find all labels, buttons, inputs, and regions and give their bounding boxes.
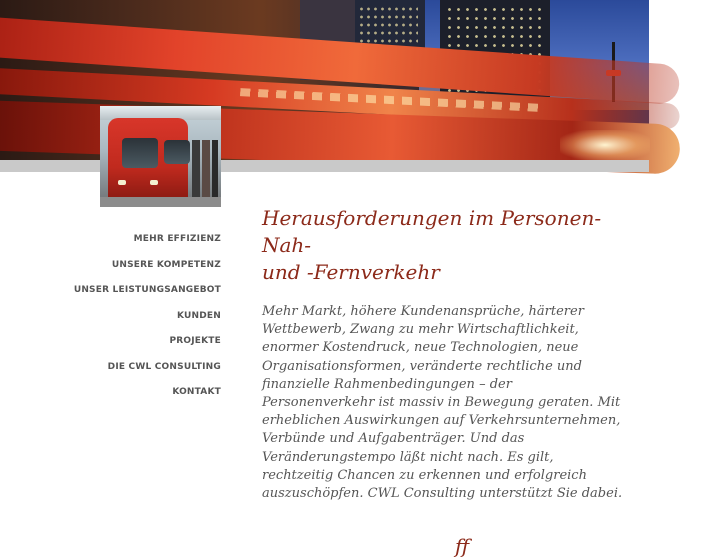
paragraph-line: Wettbewerb, Zwang zu mehr Wirtschaftlichkeit, xyxy=(262,322,579,338)
photo-tram-side-window xyxy=(164,140,190,164)
paragraph-line: Mehr Markt, höhere Kundenansprüche, härterer xyxy=(262,304,584,319)
intro-paragraph xyxy=(262,303,662,503)
tram-photo xyxy=(100,106,221,207)
nav-link-mehr-effizienz[interactable]: MEHR EFFIZIENZ xyxy=(133,234,221,244)
main-navigation xyxy=(60,226,221,405)
page-title xyxy=(262,205,662,286)
nav-link-projekte[interactable]: PROJEKTE xyxy=(169,336,221,346)
photo-tram-windshield xyxy=(122,138,158,168)
paragraph-line: rechtzeitig Chancen zu erkennen und erfolgreich xyxy=(262,467,587,483)
nav-link-unser-leistungsangebot[interactable]: UNSER LEISTUNGSANGEBOT xyxy=(73,285,221,295)
paragraph-line: enormer Kostendruck, neue Technologien, neue xyxy=(262,340,579,356)
photo-tram-headlight xyxy=(150,180,158,185)
nav-item-kunden xyxy=(60,303,221,329)
paragraph-line: erheblichen Auswirkungen auf Verkehrsunternehmen, xyxy=(262,413,621,429)
paragraph-line: Personenverkehr ist massiv in Bewegung geraten. Mit xyxy=(262,395,621,411)
nav-link-die-cwl-consulting[interactable]: DIE CWL CONSULTING xyxy=(107,361,221,372)
page-title-line: Herausforderungen im Personen- xyxy=(262,206,602,230)
paragraph-line: Veränderungstempo läßt nicht nach. Es gilt, xyxy=(262,449,554,465)
photo-tram xyxy=(108,118,188,200)
nav-link-kontakt[interactable]: KONTAKT xyxy=(172,387,221,397)
banner-light-glow xyxy=(560,130,650,160)
photo-platform xyxy=(100,197,221,207)
paragraph-line: Organisationsformen, veränderte rechtliche und xyxy=(262,358,582,374)
page-title-line: Nah- xyxy=(262,233,312,257)
paragraph-line: auszuschöpfen. CWL Consulting unterstützt Sie dabei. xyxy=(262,486,623,502)
main-content xyxy=(262,205,662,503)
nav-item-die-cwl-consulting xyxy=(60,354,221,380)
header-banner-image xyxy=(0,0,649,160)
paragraph-line: Verbünde und Aufgabenträger. Und das xyxy=(262,431,525,447)
nav-item-unser-leistungsangebot xyxy=(60,277,221,303)
next-heading-fragment: ff xyxy=(455,534,470,558)
nav-item-kontakt xyxy=(60,379,221,405)
nav-link-kunden[interactable]: KUNDEN xyxy=(176,310,221,321)
paragraph-line: finanzielle Rahmenbedingungen – der xyxy=(262,376,512,392)
next-heading-cropped xyxy=(455,534,475,558)
nav-item-mehr-effizienz xyxy=(60,226,221,252)
photo-tram-headlight xyxy=(118,180,126,185)
photo-passengers xyxy=(192,140,218,202)
banner-divider xyxy=(0,160,649,172)
nav-item-unsere-kompetenz xyxy=(60,252,221,278)
page-title-line: und -Fernverkehr xyxy=(262,260,440,284)
nav-link-unsere-kompetenz[interactable]: UNSERE KOMPETENZ xyxy=(111,259,221,270)
nav-item-projekte xyxy=(60,328,221,354)
